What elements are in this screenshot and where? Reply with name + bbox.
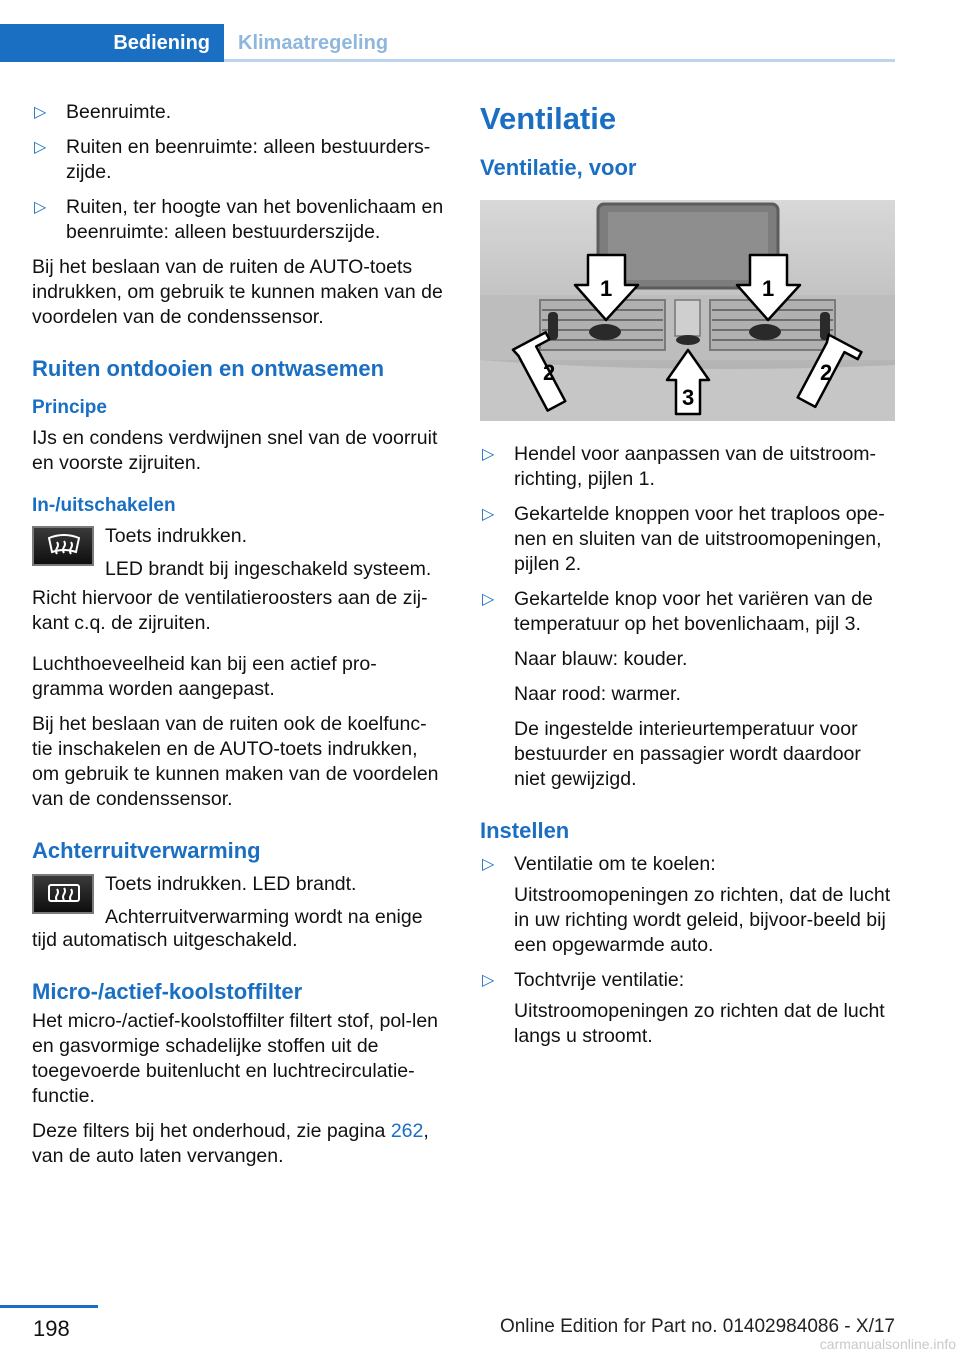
text-set-1: Uitstroomopeningen zo richten, dat de lucht in uw richting wordt geleid, bijvoor-beeld bij een opgewarmde auto. xyxy=(514,884,891,956)
tab-klimaatregeling[interactable]: Klimaatregeling xyxy=(238,31,389,54)
triangle-bullet-icon: ▷ xyxy=(482,446,495,463)
text-note: De ingestelde interieurtemperatuur voor bestuurder en passagier wordt daardoor niet gewijzigd. xyxy=(514,718,861,790)
rear-heat-step-2-line1: Achterruitverwarming wordt na enige xyxy=(105,906,423,928)
list-item: ▷ Hendel voor aanpassen van de uitstroom-richting, pijlen 1. xyxy=(482,443,877,490)
triangle-bullet-icon: ▷ xyxy=(34,199,47,216)
heading-principe: Principe xyxy=(32,397,107,418)
temp-knob xyxy=(676,335,700,345)
triangle-bullet-icon: ▷ xyxy=(482,506,495,523)
heading-microfilter: Micro-/actief-koolstoffilter xyxy=(32,979,303,1004)
edition-text: Online Edition for Part no. 01402984086 - X/17 xyxy=(499,1316,895,1337)
paragraph-microfilter: Het micro-/actief-koolstoffilter filtert stof, pol-len en gasvormige schadelijke stoffen uit de toegevoerde buitenlucht en luchtrecirculatie-functie. xyxy=(32,1010,439,1107)
rear-heat-step-1: Toets indrukken. LED brandt. xyxy=(105,873,357,895)
defrost-step-1: Toets indrukken. xyxy=(105,525,247,547)
heading-ventilatie: Ventilatie xyxy=(480,101,617,136)
paragraph-koelfunctie: Bij het beslaan van de ruiten ook de koelfunc-tie inschakelen en de AUTO-toets indrukken, om gebruik te kunnen maken van de voordelen van de condenssensor. xyxy=(32,713,439,810)
triangle-bullet-icon: ▷ xyxy=(482,591,495,608)
list-item: ▷ Ventilatie om te koelen: xyxy=(482,853,716,875)
chapter-tabs xyxy=(0,24,895,62)
lever-right xyxy=(749,324,781,340)
heading-achterruitverwarming: Achterruitverwarming xyxy=(32,838,261,863)
heading-ventilatie-voor: Ventilatie, voor xyxy=(480,155,637,180)
list-item: ▷ Gekartelde knoppen voor het traploos ope-nen en sluiten van de uitstroomopeningen, pijlen 2. xyxy=(482,503,885,575)
ventilation-figure xyxy=(480,200,895,421)
triangle-bullet-icon: ▷ xyxy=(34,104,47,121)
watermark: carmanualsonline.info xyxy=(819,1336,956,1352)
figure-label: 2 xyxy=(543,360,556,385)
page-number: 198 xyxy=(33,1316,70,1341)
list-item: ▷ Gekartelde knop voor het variëren van de temperatuur op het bovenlichaam, pijl 3. xyxy=(482,588,873,635)
triangle-bullet-icon: ▷ xyxy=(482,856,495,873)
figure-label: 1 xyxy=(600,276,613,301)
right-column xyxy=(480,100,894,1059)
defrost-step-2: LED brandt bij ingeschakeld systeem. xyxy=(105,558,432,580)
footer-line xyxy=(0,1305,98,1308)
rear-heat-step-2: tijd automatisch uitgeschakeld. xyxy=(32,929,298,951)
defrost-key-row xyxy=(32,524,446,582)
paragraph-condenssensor: Bij het beslaan van de ruiten de AUTO-toets indrukken, om gebruik te kunnen maken van de voordelen van de condenssensor. xyxy=(32,256,443,328)
rear-heat-key-row xyxy=(32,872,446,930)
text-set-2: Uitstroomopeningen zo richten dat de lucht langs u stroomt. xyxy=(514,1000,885,1047)
heading-instellen: Instellen xyxy=(480,818,570,843)
heading-in-uitschakelen: In-/uitschakelen xyxy=(32,495,176,516)
text-blauw: Naar blauw: kouder. xyxy=(514,648,688,670)
figure-label: 1 xyxy=(762,276,775,301)
triangle-bullet-icon: ▷ xyxy=(482,972,495,989)
paragraph-ventilatieroosters: Richt hiervoor de ventilatieroosters aan de zij-kant c.q. de zijruiten. xyxy=(32,587,428,634)
tab-underline xyxy=(224,59,895,62)
windshield-defrost-icon xyxy=(32,526,94,566)
page-link[interactable]: 262 xyxy=(390,1120,424,1142)
heading-ruiten-ontdooien: Ruiten ontdooien en ontwasemen xyxy=(32,356,385,381)
triangle-bullet-icon: ▷ xyxy=(34,139,47,156)
left-column xyxy=(32,100,446,1179)
figure-label: 3 xyxy=(682,385,695,410)
list-item: ▷ Tochtvrije ventilatie: xyxy=(482,969,685,991)
rear-window-heating-icon xyxy=(32,874,94,914)
paragraph-luchthoeveelheid: Luchthoeveelheid kan bij een actief pro-gramma worden aangepast. xyxy=(32,653,377,700)
list-item: ▷ Beenruimte. xyxy=(34,101,172,123)
paragraph-principe: IJs en condens verdwijnen snel van de voorruit en voorste zijruiten. xyxy=(32,427,438,474)
lever-left xyxy=(589,324,621,340)
text-rood: Naar rood: warmer. xyxy=(514,683,681,705)
paragraph-filter-change: Deze filters bij het onderhoud, zie pagina 262, van de auto laten vervangen. xyxy=(32,1120,429,1167)
tab-bediening[interactable]: Bediening xyxy=(0,24,224,62)
list-item: ▷ Ruiten en beenruimte: alleen bestuurders-zijde. xyxy=(34,136,431,183)
figure-label: 2 xyxy=(820,360,833,385)
list-item: ▷ Ruiten, ter hoogte van het bovenlichaam en beenruimte: alleen bestuurderszijde. xyxy=(34,196,444,243)
